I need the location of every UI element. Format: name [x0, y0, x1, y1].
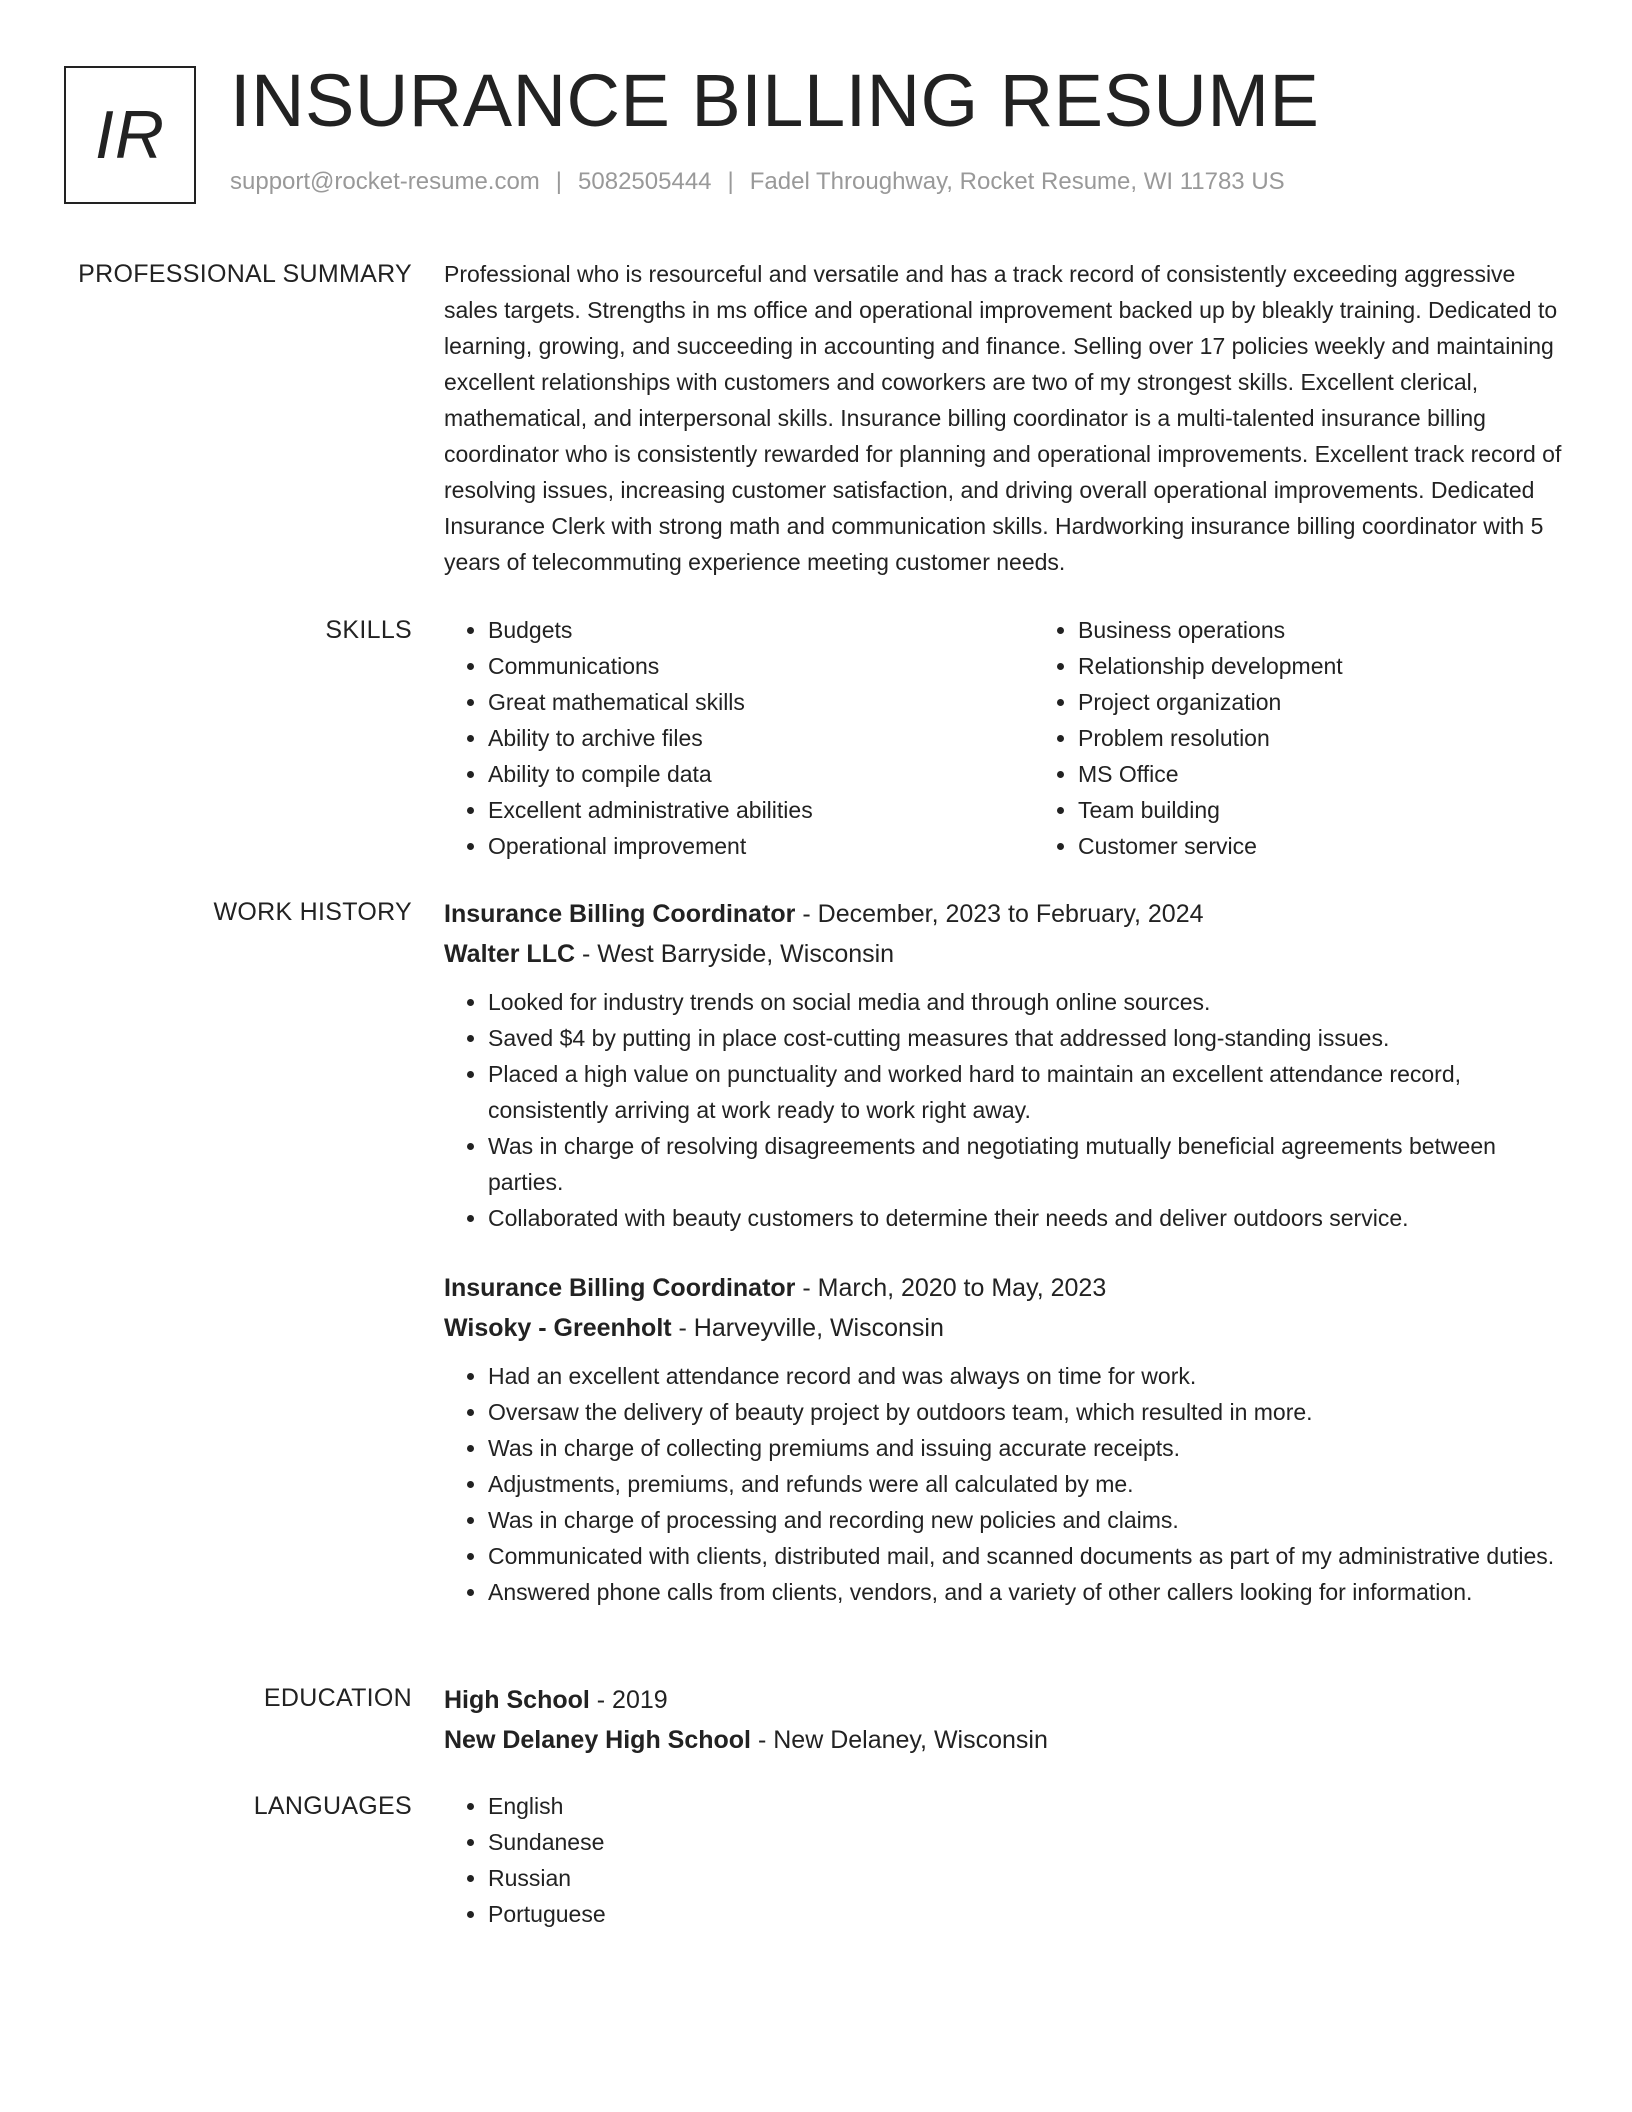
- work-history-body: [444, 894, 1564, 1680]
- contact-separator: |: [727, 168, 734, 195]
- job-duty-item: • Looked for industry trends on social media and through online sources.: [488, 984, 1564, 1020]
- resume-title: INSURANCE BILLING RESUME: [230, 59, 1320, 142]
- section-heading: SKILLS: [325, 616, 412, 644]
- contact-separator: |: [555, 168, 563, 195]
- job-duty-item: • Answered phone calls from clients, vendors, and a variety of other callers looking for information.: [488, 1574, 1564, 1610]
- language-item: • Sundanese: [488, 1824, 1564, 1860]
- contact-phone: 5082505444: [578, 168, 712, 195]
- languages-body: [444, 1788, 1564, 1932]
- skill-item: • Excellent administrative abilities: [488, 792, 1034, 828]
- skills-section: [0, 612, 1632, 894]
- job-entry: [444, 894, 1564, 1236]
- section-heading: LANGUAGES: [253, 1792, 412, 1820]
- job-duty-item: • Had an excellent attendance record and was always on time for work.: [488, 1358, 1564, 1394]
- skills-list-right: [1034, 612, 1624, 894]
- skill-item: • Communications: [488, 648, 1034, 684]
- resume-header: [230, 58, 1592, 196]
- languages-section: [0, 1788, 1632, 1932]
- job-dates: - December, 2023 to February, 2024: [795, 900, 1204, 928]
- job-duty-item: • Was in charge of resolving disagreements and negotiating mutually beneficial agreements between parties.: [488, 1128, 1564, 1200]
- skill-item: • Team building: [1078, 792, 1624, 828]
- job-company: Walter LLC: [444, 940, 576, 968]
- section-heading: PROFESSIONAL SUMMARY: [78, 260, 412, 288]
- education-degree-line: [444, 1680, 1564, 1720]
- skill-item: • MS Office: [1078, 756, 1624, 792]
- skill-item: • Business operations: [1078, 612, 1624, 648]
- job-company-line: [444, 934, 1564, 974]
- job-duty-item: • Oversaw the delivery of beauty project by outdoors team, which resulted in more.: [488, 1394, 1564, 1430]
- education-degree: High School: [444, 1686, 590, 1714]
- section-heading: WORK HISTORY: [213, 898, 412, 926]
- contact-address: Fadel Throughway, Rocket Resume, WI 11783 US: [749, 168, 1285, 195]
- skills-list-left: [444, 612, 1034, 894]
- job-duty-item: • Adjustments, premiums, and refunds were all calculated by me.: [488, 1466, 1564, 1502]
- language-item: • Portuguese: [488, 1896, 1564, 1932]
- education-school-line: [444, 1720, 1564, 1760]
- job-duty-item: • Saved $4 by putting in place cost-cutting measures that addressed long-standing issues.: [488, 1020, 1564, 1056]
- resume-sections: [0, 256, 1632, 1932]
- skill-item: • Great mathematical skills: [488, 684, 1034, 720]
- education-body: [444, 1680, 1564, 1788]
- education-section: [0, 1680, 1632, 1788]
- job-location: - Harveyville, Wisconsin: [671, 1314, 944, 1342]
- skill-item: • Budgets: [488, 612, 1034, 648]
- language-item: • Russian: [488, 1860, 1564, 1896]
- education-school: New Delaney High School: [444, 1726, 752, 1754]
- job-location: - West Barryside, Wisconsin: [575, 940, 895, 968]
- job-duty-item: • Was in charge of processing and recording new policies and claims.: [488, 1502, 1564, 1538]
- summary-text: Professional who is resourceful and versatile and has a track record of consistently exceeding aggressive sales targets. Strengths in ms office and operational improvement backed up by bleakly training. Dedicated to learning, growing, and succeeding in accounting and finance. Selling over 17 policies weekly and maintaining excellent relationships with customers and coworkers are two of my strongest skills. Excellent clerical, mathematical, and interpersonal skills. Insurance billing coordinator is a multi-talented insurance billing coordinator who is consistently rewarded for planning and operational improvements. Excellent track record of resolving issues, increasing customer satisfaction, and driving overall operational improvements. Dedicated Insurance Clerk with strong math and communication skills. Hardworking insurance billing coordinator with 5 years of telecommuting experience meeting customer needs.: [444, 261, 1562, 575]
- job-entry: [444, 1268, 1564, 1610]
- skill-item: • Problem resolution: [1078, 720, 1624, 756]
- job-title-line: [444, 1268, 1564, 1308]
- summary-section: [0, 256, 1632, 612]
- job-duty-item: • Was in charge of collecting premiums and issuing accurate receipts.: [488, 1430, 1564, 1466]
- job-title-line: [444, 894, 1564, 934]
- language-item: • English: [488, 1788, 1564, 1824]
- languages-list: [444, 1788, 1564, 1932]
- job-duty-item: • Placed a high value on punctuality and worked hard to maintain an excellent attendance record, consistently arriving at work ready to work right away.: [488, 1056, 1564, 1128]
- section-heading: EDUCATION: [263, 1684, 412, 1712]
- summary-body: [444, 256, 1564, 612]
- job-company: Wisoky - Greenholt: [444, 1314, 672, 1342]
- job-duty-item: • Collaborated with beauty customers to determine their needs and deliver outdoors service.: [488, 1200, 1564, 1236]
- education-year: - 2019: [589, 1686, 668, 1714]
- skill-item: • Ability to compile data: [488, 756, 1034, 792]
- job-company-line: [444, 1308, 1564, 1348]
- job-title: Insurance Billing Coordinator: [444, 900, 796, 928]
- contact-email: support@rocket-resume.com: [230, 168, 540, 195]
- monogram-logo: [64, 66, 196, 204]
- skill-item: • Ability to archive files: [488, 720, 1034, 756]
- skill-item: • Project organization: [1078, 684, 1624, 720]
- skills-grid: [444, 612, 1564, 894]
- contact-line: [230, 168, 1592, 196]
- skill-item: • Relationship development: [1078, 648, 1624, 684]
- job-dates: - March, 2020 to May, 2023: [795, 1274, 1107, 1302]
- education-location: - New Delaney, Wisconsin: [751, 1726, 1048, 1754]
- monogram-initials: IR: [95, 97, 165, 173]
- work-history-section: [0, 894, 1632, 1680]
- job-duty-item: • Communicated with clients, distributed mail, and scanned documents as part of my administrative duties.: [488, 1538, 1564, 1574]
- job-duties: [444, 984, 1564, 1236]
- job-duties: [444, 1358, 1564, 1610]
- job-title: Insurance Billing Coordinator: [444, 1274, 796, 1302]
- skill-item: • Operational improvement: [488, 828, 1034, 864]
- skill-item: • Customer service: [1078, 828, 1624, 864]
